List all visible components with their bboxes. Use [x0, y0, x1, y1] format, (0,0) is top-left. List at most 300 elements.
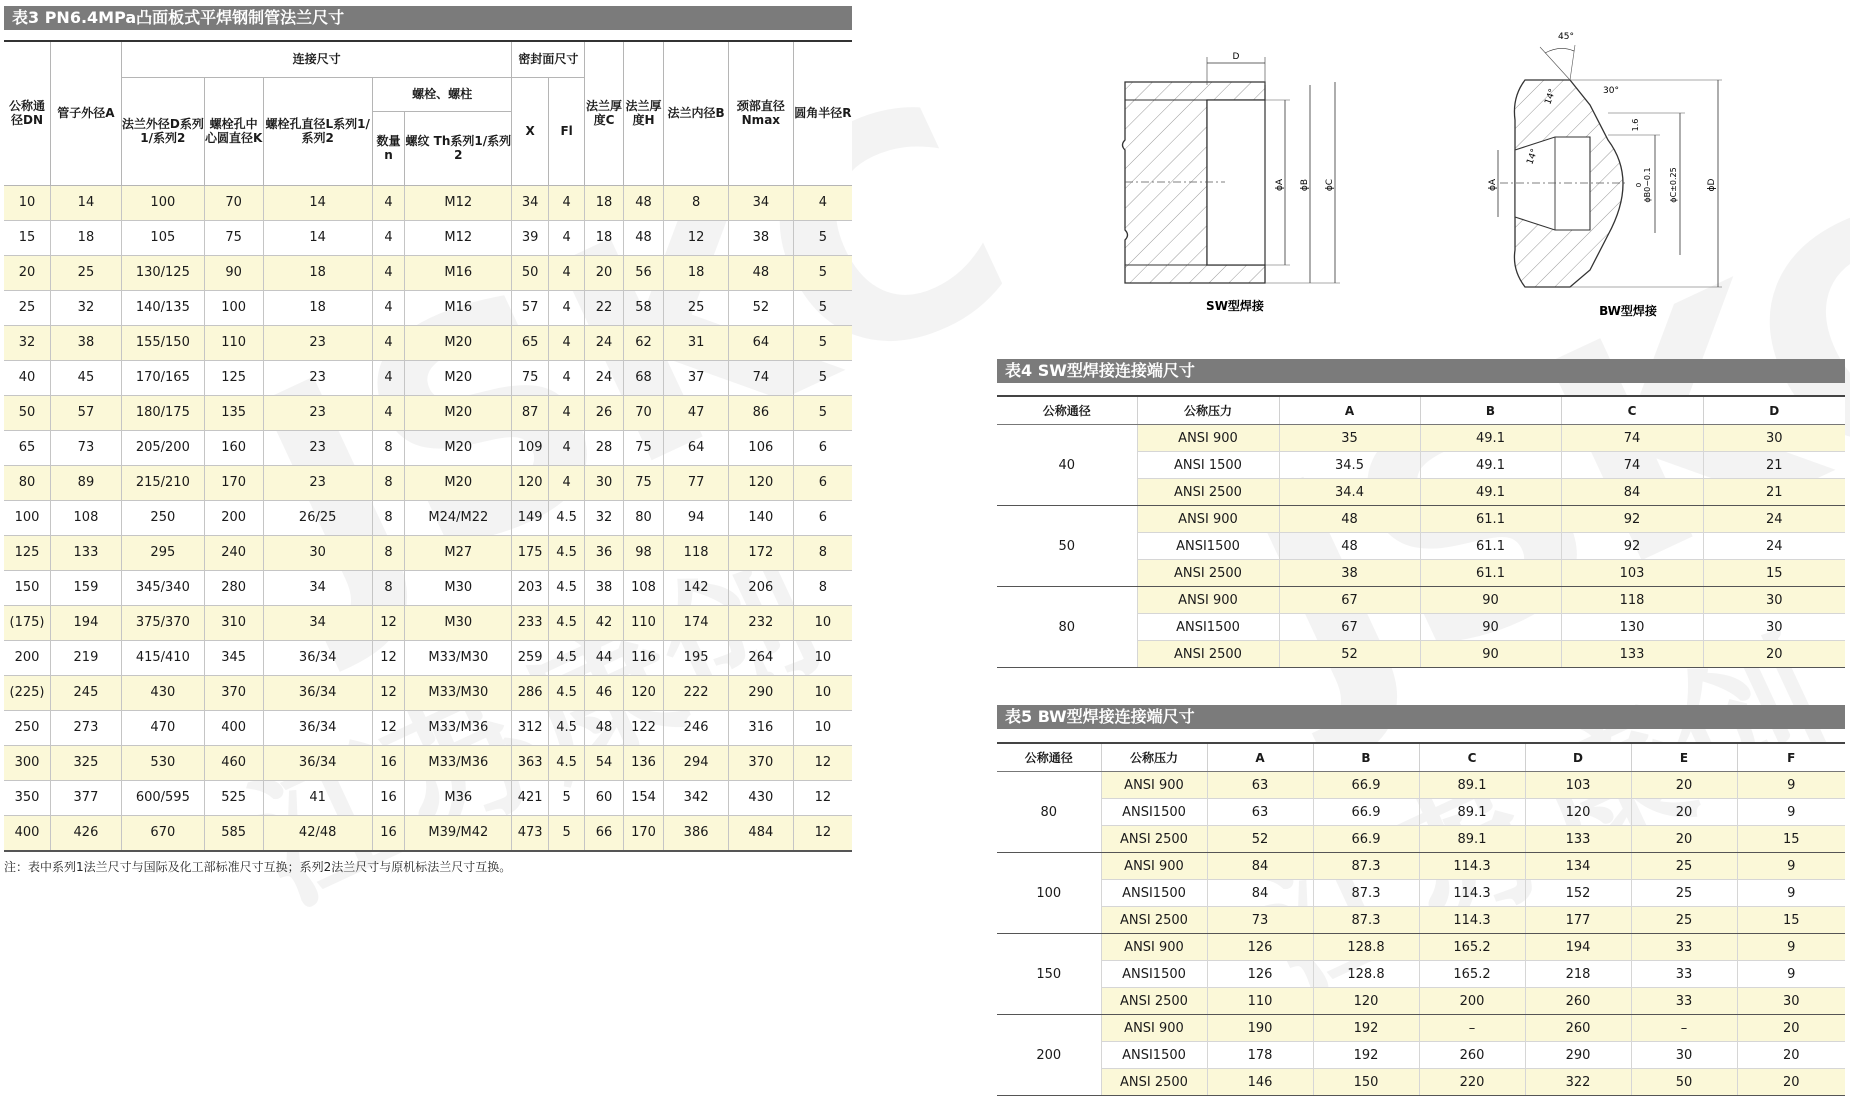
table-row	[4, 535, 852, 570]
table-cell: 233	[512, 605, 548, 640]
header-flange-od: 法兰外径D系列1/系列2	[121, 77, 204, 185]
table-cell: 18	[263, 255, 372, 290]
table-cell: 10	[793, 710, 852, 745]
table-cell: 32	[4, 325, 51, 360]
table-cell: 194	[1525, 934, 1631, 961]
table-cell: ANSI 900	[1137, 425, 1279, 452]
column-header: 公称压力	[1101, 743, 1207, 772]
table-cell: 84	[1207, 880, 1313, 907]
table-cell: 110	[204, 325, 263, 360]
table-cell: 75	[623, 465, 663, 500]
table-cell: 118	[664, 535, 729, 570]
table-cell: 98	[623, 535, 663, 570]
table-cell: M12	[405, 185, 512, 220]
table-cell: 66.9	[1313, 799, 1419, 826]
table-cell: 54	[585, 745, 623, 780]
table-cell: 200	[204, 500, 263, 535]
table-cell: 89.1	[1419, 799, 1525, 826]
table-cell: 56	[623, 255, 663, 290]
table-cell: 460	[204, 745, 263, 780]
bw-dim-b: ϕB0−0.1	[1643, 167, 1652, 203]
table-cell: 28	[585, 430, 623, 465]
table-cell: 30	[1703, 614, 1845, 641]
table-cell: 345	[204, 640, 263, 675]
table-cell: 206	[728, 570, 793, 605]
table-cell: M20	[405, 465, 512, 500]
table-cell: M16	[405, 255, 512, 290]
table-cell: 15	[1737, 826, 1845, 853]
column-header: C	[1561, 396, 1703, 425]
table-cell: 177	[1525, 907, 1631, 934]
header-bolt-hole: 螺栓孔直径L系列1/系列2	[263, 77, 372, 185]
table-cell: 345/340	[121, 570, 204, 605]
table-cell: 36	[585, 535, 623, 570]
table-cell: 73	[51, 430, 122, 465]
table-cell: 35	[1279, 425, 1420, 452]
table-cell: 36/34	[263, 640, 372, 675]
table-cell: 152	[1525, 880, 1631, 907]
table-cell: 12	[372, 640, 404, 675]
table-cell: 5	[793, 360, 852, 395]
table-cell: 66.9	[1313, 826, 1419, 853]
table-cell: 20	[1631, 772, 1737, 799]
table-cell: 86	[728, 395, 793, 430]
table-cell: 89.1	[1419, 772, 1525, 799]
table-cell: 16	[372, 815, 404, 851]
table-cell: 84	[1561, 479, 1703, 506]
table-cell: 133	[51, 535, 122, 570]
table-cell: 264	[728, 640, 793, 675]
table-cell: 140	[728, 500, 793, 535]
table-cell: 4	[548, 220, 584, 255]
table-cell: 136	[623, 745, 663, 780]
table-cell: 20	[585, 255, 623, 290]
table-cell: (175)	[4, 605, 51, 640]
table-cell: 6	[793, 465, 852, 500]
table-cell: 4	[372, 325, 404, 360]
table-cell: 126	[1207, 961, 1313, 988]
table-cell: 24	[585, 325, 623, 360]
table-cell: 9	[1737, 799, 1845, 826]
table-cell: 180/175	[121, 395, 204, 430]
table-cell: 430	[121, 675, 204, 710]
table-cell: 218	[1525, 961, 1631, 988]
column-header: D	[1703, 396, 1845, 425]
table-cell: 67	[1279, 614, 1420, 641]
table-cell: 80	[623, 500, 663, 535]
table-cell: 100	[4, 500, 51, 535]
table-cell: 260	[1525, 988, 1631, 1015]
table-row	[4, 290, 852, 325]
table-cell: 100	[204, 290, 263, 325]
table-cell: 232	[728, 605, 793, 640]
table-cell: 39	[512, 220, 548, 255]
table-cell: 118	[1561, 587, 1703, 614]
header-height: 法兰厚度H	[623, 41, 663, 185]
table-cell: ANSI 2500	[1137, 641, 1279, 668]
table-cell: 74	[728, 360, 793, 395]
header-thickness: 法兰厚度C	[585, 41, 623, 185]
column-header: 公称通径	[997, 743, 1101, 772]
table-cell: 92	[1561, 506, 1703, 533]
header-seal-x: X	[512, 77, 548, 185]
bw-angle-14b: 14°	[1525, 147, 1541, 167]
table-cell: 192	[1313, 1042, 1419, 1069]
table-cell: 92	[1561, 533, 1703, 560]
table-cell: 41	[263, 780, 372, 815]
table-cell: 114.3	[1419, 880, 1525, 907]
table-row	[997, 1042, 1845, 1069]
sw-dim-b: ϕB	[1300, 178, 1310, 192]
table-cell: 190	[1207, 1015, 1313, 1042]
table-cell: 90	[1420, 587, 1561, 614]
table-cell: 484	[728, 815, 793, 851]
table-cell: 38	[51, 325, 122, 360]
table-cell: 165.2	[1419, 934, 1525, 961]
table-cell: 133	[1561, 641, 1703, 668]
table-cell: 64	[664, 430, 729, 465]
table-cell: 49.1	[1420, 452, 1561, 479]
table-cell: 30	[585, 465, 623, 500]
bw-dim-d: ϕD	[1707, 178, 1717, 192]
table-cell: 57	[51, 395, 122, 430]
table-cell: 154	[623, 780, 663, 815]
table-cell: 15	[4, 220, 51, 255]
table-cell: 125	[4, 535, 51, 570]
table-cell: –	[1631, 1015, 1737, 1042]
table4-title: 表4 SW型焊接连接端尺寸	[997, 359, 1845, 383]
table-cell: 21	[1703, 452, 1845, 479]
table-cell: 105	[121, 220, 204, 255]
table-cell: M33/M36	[405, 710, 512, 745]
table-cell: ANSI 2500	[1137, 479, 1279, 506]
table-cell: 4	[548, 465, 584, 500]
column-header: 公称通径	[997, 396, 1137, 425]
header-bore: 法兰内径B	[664, 41, 729, 185]
group-dn-cell: 100	[997, 853, 1101, 934]
table-cell: 4	[372, 220, 404, 255]
table-cell: 38	[728, 220, 793, 255]
table-cell: 4	[372, 185, 404, 220]
header-qty: 数量n	[372, 111, 404, 185]
table-cell: 44	[585, 640, 623, 675]
table-cell: 530	[121, 745, 204, 780]
table-cell: 68	[623, 360, 663, 395]
table-cell: 8	[372, 430, 404, 465]
table-cell: M16	[405, 290, 512, 325]
table-row	[4, 185, 852, 220]
table-cell: (225)	[4, 675, 51, 710]
table-cell: 32	[585, 500, 623, 535]
table-cell: 24	[585, 360, 623, 395]
table-cell: 172	[728, 535, 793, 570]
table-cell: 250	[4, 710, 51, 745]
table-cell: 12	[793, 815, 852, 851]
table-cell: 14	[263, 185, 372, 220]
table-row	[4, 745, 852, 780]
group-dn-cell: 80	[997, 772, 1101, 853]
table-row	[997, 988, 1845, 1015]
table-cell: 18	[664, 255, 729, 290]
table-cell: 48	[585, 710, 623, 745]
table-cell: 52	[728, 290, 793, 325]
table-row	[4, 325, 852, 360]
table-cell: ANSI1500	[1101, 799, 1207, 826]
bw-dim-c: ϕC±0.25	[1669, 167, 1678, 203]
table-row	[997, 772, 1845, 799]
table-cell: 20	[1703, 641, 1845, 668]
table-cell: 386	[664, 815, 729, 851]
table-cell: 14	[263, 220, 372, 255]
table-cell: 286	[512, 675, 548, 710]
table-cell: 8	[372, 570, 404, 605]
table-cell: 200	[4, 640, 51, 675]
table-cell: 25	[1631, 907, 1737, 934]
table-cell: 23	[263, 465, 372, 500]
table-cell: 34	[263, 605, 372, 640]
table-cell: 295	[121, 535, 204, 570]
table-cell: 47	[664, 395, 729, 430]
table-cell: 375/370	[121, 605, 204, 640]
table-cell: 42/48	[263, 815, 372, 851]
table-cell: M27	[405, 535, 512, 570]
table-cell: 20	[4, 255, 51, 290]
header-seal-f: Fl	[548, 77, 584, 185]
table-cell: 134	[1525, 853, 1631, 880]
table-cell: 70	[204, 185, 263, 220]
table-row	[997, 934, 1845, 961]
table-cell: 130/125	[121, 255, 204, 290]
header-dn: 公称通径DN	[4, 41, 51, 185]
table-cell: 64	[728, 325, 793, 360]
table-cell: 108	[51, 500, 122, 535]
table-cell: 260	[1525, 1015, 1631, 1042]
table-cell: 4	[548, 395, 584, 430]
table-cell: 50	[4, 395, 51, 430]
table-cell: 45	[51, 360, 122, 395]
table-cell: 170	[204, 465, 263, 500]
table-cell: 170/165	[121, 360, 204, 395]
table-row	[4, 255, 852, 290]
column-header: 公称压力	[1137, 396, 1279, 425]
table-cell: 37	[664, 360, 729, 395]
table-cell: 122	[623, 710, 663, 745]
table-cell: 33	[1631, 988, 1737, 1015]
table-cell: 12	[793, 745, 852, 780]
table-cell: 120	[1313, 988, 1419, 1015]
table-cell: 120	[728, 465, 793, 500]
table-cell: 4.5	[548, 745, 584, 780]
table-cell: 18	[585, 220, 623, 255]
sw-weld-diagram	[1110, 45, 1350, 320]
bw-angle-30: 30°	[1603, 86, 1619, 96]
table-cell: 75	[623, 430, 663, 465]
column-header: A	[1279, 396, 1420, 425]
table-cell: 20	[1631, 799, 1737, 826]
group-dn-cell: 150	[997, 934, 1101, 1015]
table-cell: 10	[4, 185, 51, 220]
table-cell: 370	[204, 675, 263, 710]
bw-dim-a: ϕA	[1488, 178, 1498, 192]
table-cell: 155/150	[121, 325, 204, 360]
table-cell: –	[1419, 1015, 1525, 1042]
table-cell: 9	[1737, 772, 1845, 799]
table-cell: 20	[1737, 1015, 1845, 1042]
table-cell: 120	[623, 675, 663, 710]
table-cell: ANSI 900	[1137, 587, 1279, 614]
table-row	[4, 815, 852, 851]
table-cell: 430	[728, 780, 793, 815]
bw-dim-b-tol: 0	[1635, 182, 1643, 188]
table-row	[4, 710, 852, 745]
table-row	[4, 395, 852, 430]
group-dn-cell: 200	[997, 1015, 1101, 1096]
table-cell: 5	[793, 220, 852, 255]
table5-title: 表5 BW型焊接连接端尺寸	[997, 705, 1845, 729]
table-cell: 400	[204, 710, 263, 745]
table-cell: 48	[1279, 533, 1420, 560]
table-cell: 8	[793, 570, 852, 605]
table-row	[4, 430, 852, 465]
table-cell: 4	[372, 360, 404, 395]
table-cell: ANSI 900	[1101, 934, 1207, 961]
table-cell: 61.1	[1420, 560, 1561, 587]
table-cell: 21	[1703, 479, 1845, 506]
column-header: D	[1525, 743, 1631, 772]
sw-dim-d: D	[1232, 52, 1240, 62]
table-cell: 140/135	[121, 290, 204, 325]
table-cell: 70	[623, 395, 663, 430]
table-cell: 36/34	[263, 675, 372, 710]
table-cell: M24/M22	[405, 500, 512, 535]
table-cell: 142	[664, 570, 729, 605]
bw-dim-t16: 1.6	[1631, 118, 1640, 132]
header-connection-dims: 连接尺寸	[121, 41, 512, 77]
table-cell: 20	[1737, 1069, 1845, 1096]
table-cell: 310	[204, 605, 263, 640]
table-cell: 8	[372, 500, 404, 535]
header-bolts: 螺栓、螺柱	[372, 77, 512, 111]
table-cell: 12	[372, 710, 404, 745]
table-cell: 200	[1419, 988, 1525, 1015]
table-cell: 89.1	[1419, 826, 1525, 853]
table-cell: 273	[51, 710, 122, 745]
table-cell: 120	[1525, 799, 1631, 826]
table-cell: 240	[204, 535, 263, 570]
column-header: F	[1737, 743, 1845, 772]
table-cell: 9	[1737, 853, 1845, 880]
table-cell: M12	[405, 220, 512, 255]
table-cell: 62	[623, 325, 663, 360]
table-cell: 10	[793, 640, 852, 675]
table-cell: 58	[623, 290, 663, 325]
table-cell: 5	[793, 325, 852, 360]
table-cell: 8	[372, 535, 404, 570]
table-cell: 400	[4, 815, 51, 851]
table-cell: 325	[51, 745, 122, 780]
table-cell: 4.5	[548, 500, 584, 535]
column-header: E	[1631, 743, 1737, 772]
group-dn-cell: 80	[997, 587, 1137, 668]
table-cell: 215/210	[121, 465, 204, 500]
table-cell: 4.5	[548, 570, 584, 605]
table-cell: 4	[548, 325, 584, 360]
bw-angle-45: 45°	[1558, 32, 1574, 42]
table-cell: 87.3	[1313, 907, 1419, 934]
table-cell: 312	[512, 710, 548, 745]
table-row	[997, 799, 1845, 826]
table-cell: 174	[664, 605, 729, 640]
table-cell: 6	[793, 500, 852, 535]
table-cell: 38	[1279, 560, 1420, 587]
table-row	[4, 360, 852, 395]
table-cell: 61.1	[1420, 533, 1561, 560]
table-cell: 130	[1561, 614, 1703, 641]
table-cell: 103	[1525, 772, 1631, 799]
table-cell: 178	[1207, 1042, 1313, 1069]
group-dn-cell: 40	[997, 425, 1137, 506]
table-cell: 194	[51, 605, 122, 640]
table-cell: 20	[1737, 1042, 1845, 1069]
table-cell: 116	[623, 640, 663, 675]
table-cell: 114.3	[1419, 853, 1525, 880]
table-cell: ANSI1500	[1101, 1042, 1207, 1069]
table-cell: 48	[1279, 506, 1420, 533]
table-cell: 18	[585, 185, 623, 220]
table-cell: 23	[263, 430, 372, 465]
table-cell: 50	[1631, 1069, 1737, 1096]
table-cell: 24	[1703, 533, 1845, 560]
table-cell: 18	[263, 290, 372, 325]
table-cell: 52	[1279, 641, 1420, 668]
table-cell: 94	[664, 500, 729, 535]
table-cell: 600/595	[121, 780, 204, 815]
table-cell: 245	[51, 675, 122, 710]
table-cell: 203	[512, 570, 548, 605]
table-cell: 42	[585, 605, 623, 640]
table-row	[997, 880, 1845, 907]
table-cell: ANSI 1500	[1137, 452, 1279, 479]
table-cell: 280	[204, 570, 263, 605]
table-cell: 150	[1313, 1069, 1419, 1096]
table-cell: ANSI 900	[1101, 772, 1207, 799]
table-row	[997, 1015, 1845, 1042]
table-cell: 4	[372, 290, 404, 325]
table-cell: 120	[512, 465, 548, 500]
table-cell: 8	[793, 535, 852, 570]
table-cell: 146	[1207, 1069, 1313, 1096]
table-cell: 16	[372, 780, 404, 815]
table-row	[4, 220, 852, 255]
table-row	[997, 826, 1845, 853]
table-cell: 377	[51, 780, 122, 815]
table-cell: 46	[585, 675, 623, 710]
table-cell: 220	[1419, 1069, 1525, 1096]
table-cell: ANSI 2500	[1101, 907, 1207, 934]
table-cell: M33/M30	[405, 640, 512, 675]
table-cell: 4.5	[548, 710, 584, 745]
table-cell: 195	[664, 640, 729, 675]
table-row	[997, 506, 1845, 533]
table-cell: 36/34	[263, 710, 372, 745]
sw-dim-a: ϕA	[1275, 178, 1285, 192]
table-cell: ANSI 900	[1137, 506, 1279, 533]
table-cell: 126	[1207, 934, 1313, 961]
table-row	[997, 587, 1845, 614]
table-cell: ANSI1500	[1101, 880, 1207, 907]
table-row	[4, 640, 852, 675]
table-cell: 34	[512, 185, 548, 220]
